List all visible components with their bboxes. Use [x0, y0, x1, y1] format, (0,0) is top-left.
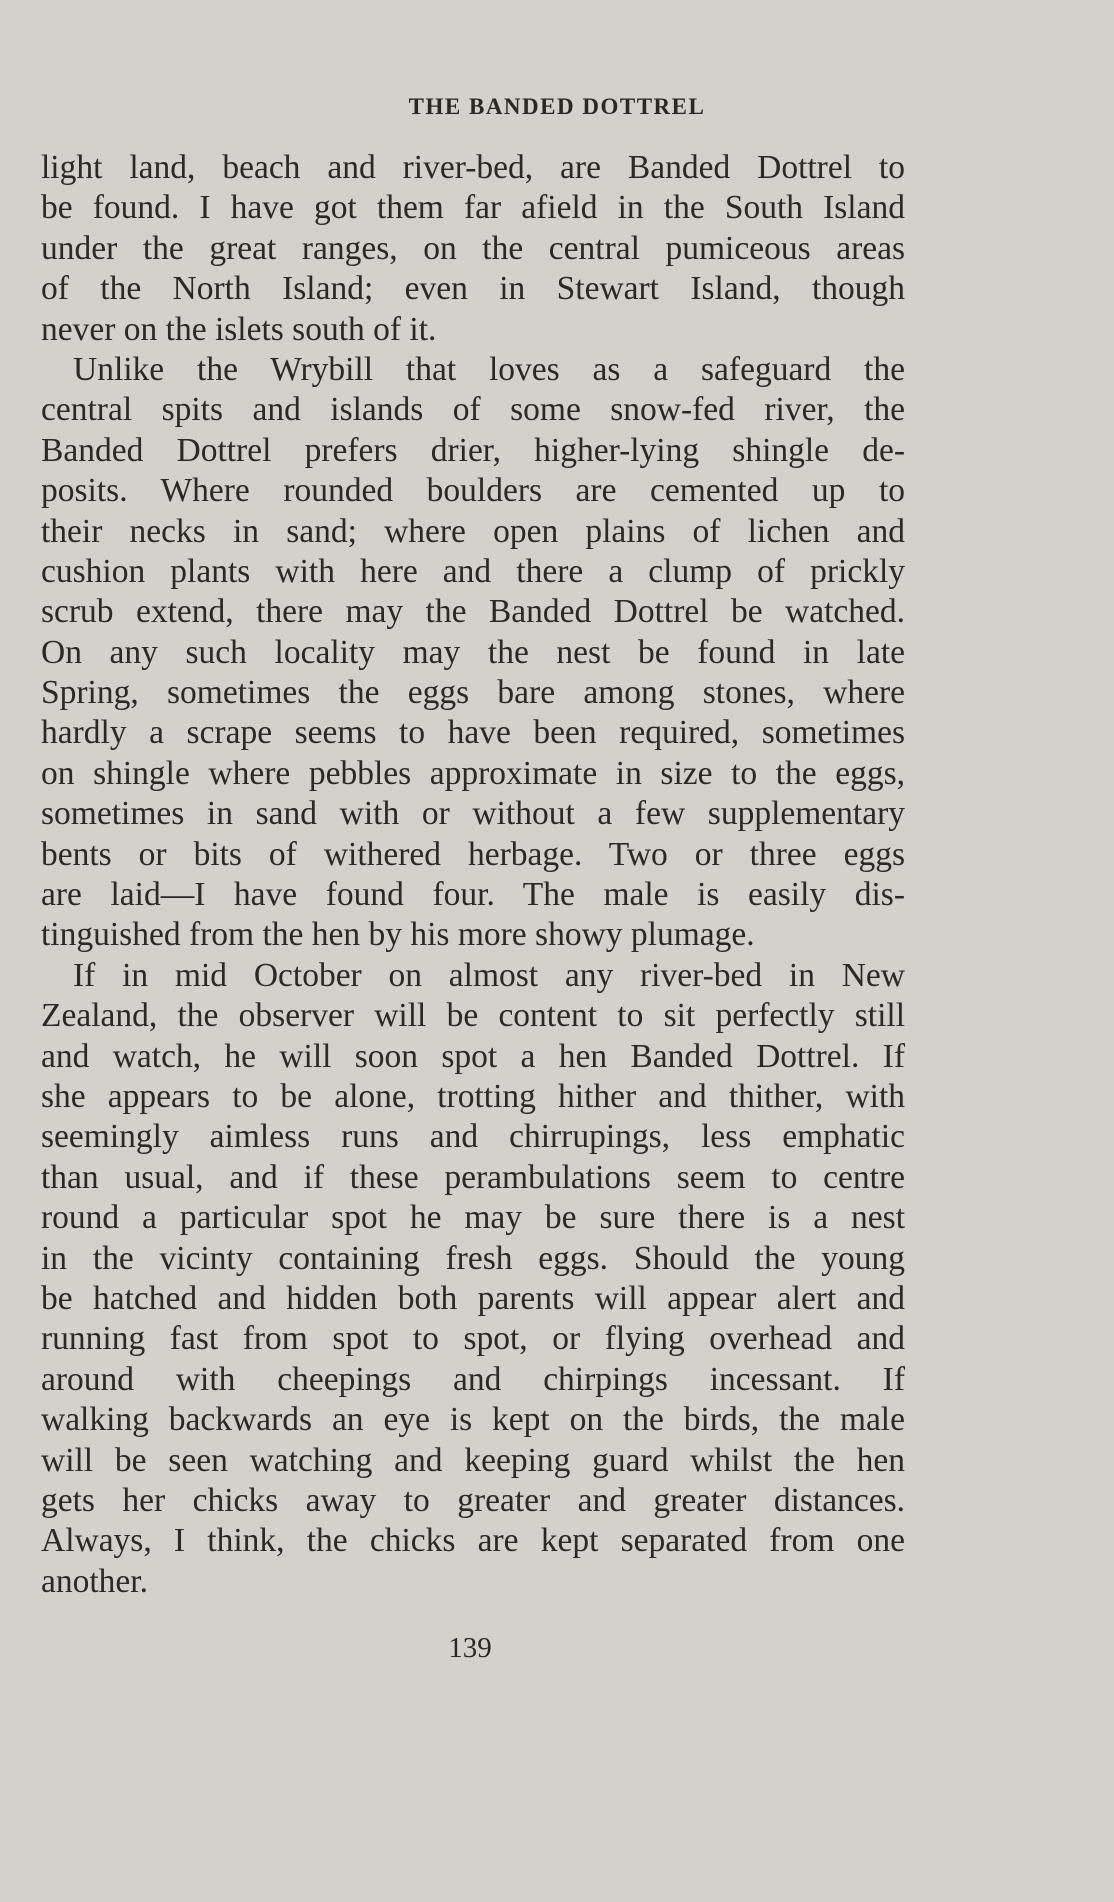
text-line: central spits and islands of some snow-fed river, the: [41, 391, 905, 429]
text-line: of the North Island; even in Stewart Island, though: [41, 270, 905, 308]
text-line: Zealand, the observer will be content to sit perfectly still: [41, 997, 905, 1035]
text-line: Always, I think, the chicks are kept separated from one: [41, 1522, 905, 1560]
text-line: on shingle where pebbles approximate in size to the eggs,: [41, 754, 905, 792]
text-line: their necks in sand; where open plains of lichen and: [41, 512, 905, 550]
text-line: round a particular spot he may be sure there is a nest: [41, 1199, 905, 1237]
text-line: seemingly aimless runs and chirrupings, less emphatic: [41, 1118, 905, 1156]
text-line: walking backwards an eye is kept on the birds, the male: [41, 1401, 905, 1439]
text-line: be found. I have got them far afield in the South Island: [41, 189, 905, 227]
body-text: [41, 148, 905, 1602]
text-line: posits. Where rounded boulders are cemented up to: [41, 472, 905, 510]
running-header: THE BANDED DOTTREL: [408, 94, 706, 119]
text-line: tinguished from the hen by his more showy plumage.: [41, 916, 755, 954]
text-line: than usual, and if these perambulations seem to centre: [41, 1158, 905, 1196]
text-line: around with cheepings and chirpings incessant. If: [41, 1360, 905, 1398]
text-line: Unlike the Wrybill that loves as a safeguard the: [73, 350, 905, 388]
text-line: Spring, sometimes the eggs bare among stones, where: [41, 674, 905, 712]
text-line: and watch, he will soon spot a hen Banded Dottrel. If: [41, 1037, 905, 1075]
text-line: scrub extend, there may the Banded Dottrel be watched.: [41, 593, 905, 631]
text-line: If in mid October on almost any river-bed in New: [73, 956, 905, 994]
text-line: are laid—I have found four. The male is easily dis-: [41, 876, 905, 914]
text-line: never on the islets south of it.: [41, 310, 437, 348]
text-line: bents or bits of withered herbage. Two or three eggs: [41, 835, 905, 873]
text-line: in the vicinty containing fresh eggs. Should the young: [41, 1239, 905, 1277]
text-line: she appears to be alone, trotting hither and thither, with: [41, 1077, 905, 1115]
text-line: On any such locality may the nest be found in late: [41, 633, 905, 671]
page-number: 139: [448, 1632, 492, 1664]
text-line: another.: [41, 1562, 148, 1600]
text-line: Banded Dottrel prefers drier, higher-lying shingle de-: [41, 431, 905, 469]
text-line: hardly a scrape seems to have been required, sometimes: [41, 714, 905, 752]
text-line: cushion plants with here and there a clump of prickly: [41, 552, 905, 590]
text-line: under the great ranges, on the central pumiceous areas: [41, 229, 905, 267]
text-line: running fast from spot to spot, or flying overhead and: [41, 1320, 905, 1358]
text-line: sometimes in sand with or without a few supplementary: [41, 795, 905, 833]
text-line: will be seen watching and keeping guard whilst the hen: [41, 1441, 905, 1479]
text-line: light land, beach and river-bed, are Banded Dottrel to: [41, 149, 905, 186]
text-line: gets her chicks away to greater and greater distances.: [41, 1481, 905, 1519]
text-line: be hatched and hidden both parents will appear alert and: [41, 1279, 905, 1317]
